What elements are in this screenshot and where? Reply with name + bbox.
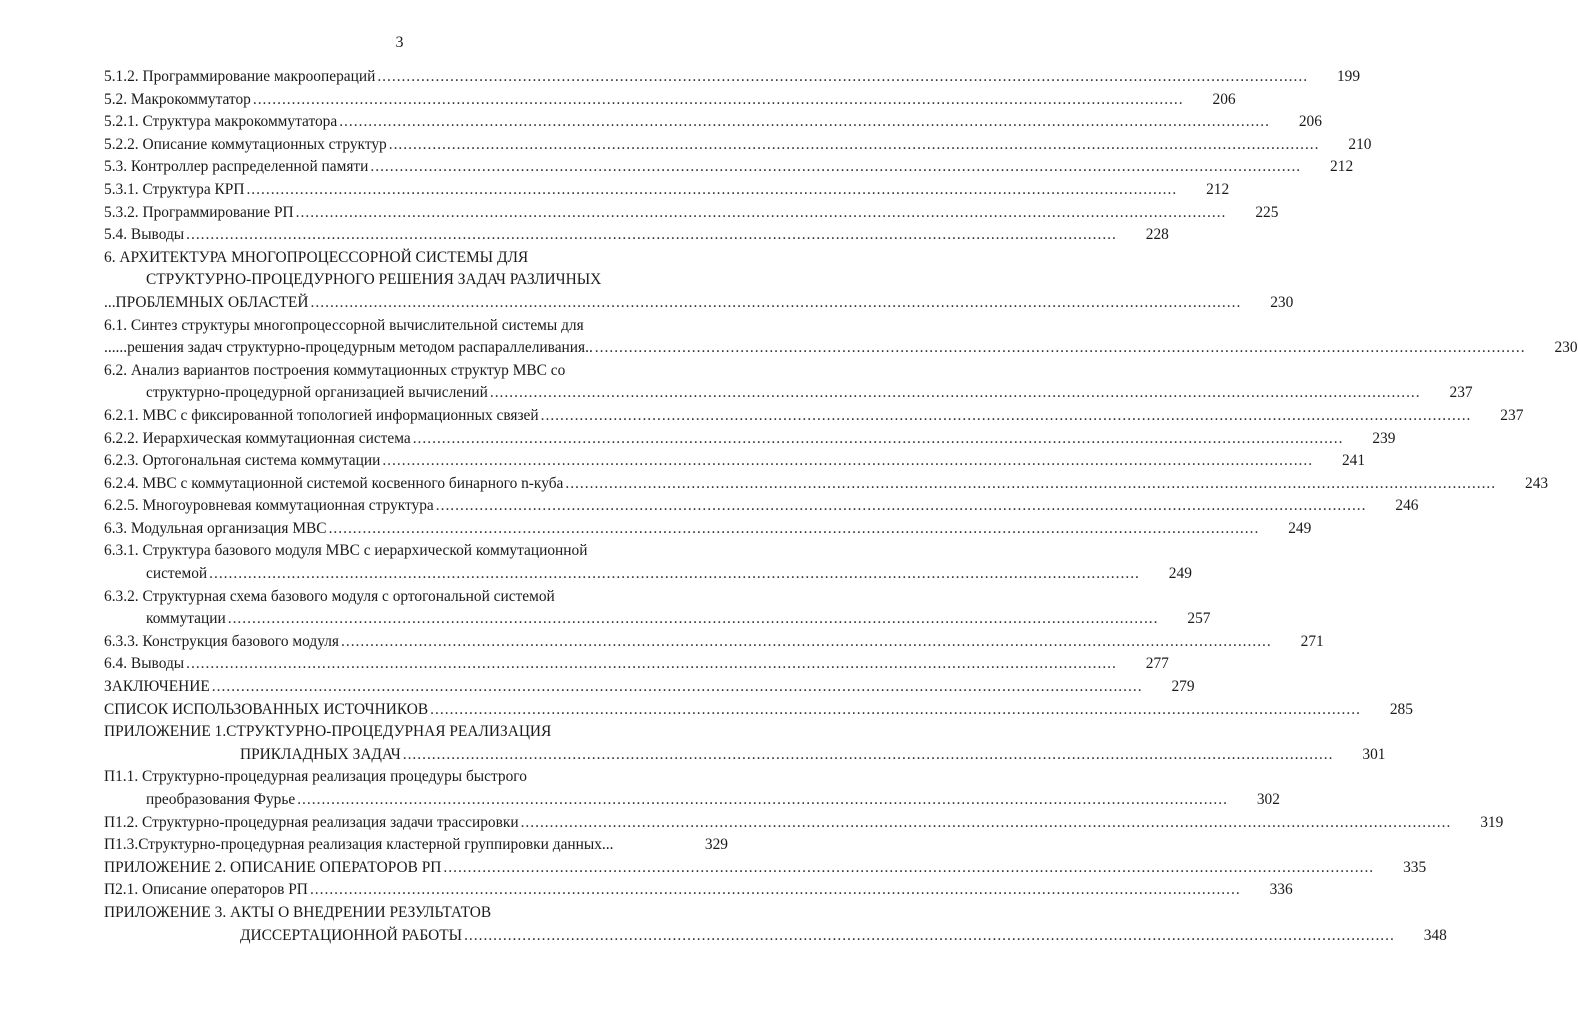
toc-entry-page: 212 xyxy=(1330,158,1354,176)
toc-entry-title: 5.3.2. Программирование РП xyxy=(104,203,294,221)
toc-entry-page: 302 xyxy=(1256,791,1280,808)
toc-entry-title: 6.2. Анализ вариантов построения коммутационных структур МВС со xyxy=(104,361,566,379)
toc-entry xyxy=(104,66,1361,89)
toc-entry xyxy=(104,676,1195,699)
toc-entry-page: 243 xyxy=(1525,474,1549,492)
toc-entry xyxy=(104,337,1578,360)
toc-entry-title: структурно-процедурной организацией вычислений xyxy=(146,384,488,402)
toc-entry-page: 206 xyxy=(1298,113,1322,131)
toc-entry-title: 6.2.4. МВС с коммутационной системой косвенного бинарного n-куба xyxy=(104,474,564,492)
toc-entry xyxy=(104,202,1279,225)
dot-leader xyxy=(228,608,1159,631)
toc-entry xyxy=(104,766,728,789)
toc-entry xyxy=(104,789,1280,812)
toc-entry-title: ПРИЛОЖЕНИЕ 2. ОПИСАНИЕ ОПЕРАТОРОВ РП xyxy=(104,858,442,876)
dot-leader xyxy=(296,202,1227,225)
toc-entry-title: 6.2.3. Ортогональная система коммутации xyxy=(104,452,381,470)
dot-leader xyxy=(212,676,1143,699)
toc-entry-title: 5.3. Контроллер распределенной памяти xyxy=(104,158,369,176)
toc-entry xyxy=(104,902,728,925)
toc-entry-page: 199 xyxy=(1336,68,1361,85)
toc-entry-page: 249 xyxy=(1168,565,1192,583)
dot-leader xyxy=(186,224,1117,247)
toc-entry-page: 249 xyxy=(1288,519,1312,537)
toc-entry-title: ......решения задач структурно-процедурным методом распараллеливания.. xyxy=(104,339,593,357)
toc-entry xyxy=(104,653,1169,676)
toc-entry-page: 241 xyxy=(1341,452,1366,470)
dot-leader xyxy=(595,337,1526,360)
toc-entry-title: 6.2.1. МВС с фиксированной топологией информационных связей xyxy=(104,406,539,424)
dot-leader xyxy=(541,405,1472,428)
toc-entry xyxy=(104,134,1372,157)
dot-leader xyxy=(521,812,1452,835)
dot-leader xyxy=(310,879,1241,902)
toc-entry-page: 210 xyxy=(1348,135,1372,153)
toc-entry-title: СТРУКТУРНО-ПРОЦЕДУРНОГО РЕШЕНИЯ ЗАДАЧ РАЗЛИЧНЫХ xyxy=(146,271,602,289)
toc-entry-page: 237 xyxy=(1449,384,1473,402)
toc-entry xyxy=(104,292,1294,315)
toc-entry-title: ПРИЛОЖЕНИЕ 3. АКТЫ О ВНЕДРЕНИИ РЕЗУЛЬТАТОВ xyxy=(104,903,492,921)
toc-entry xyxy=(104,473,1549,496)
toc-entry-title: ПРИЛОЖЕНИЕ 1.СТРУКТУРНО-ПРОЦЕДУРНАЯ РЕАЛИЗАЦИЯ xyxy=(104,723,552,741)
toc-entry xyxy=(104,631,1324,654)
toc-entry-title: П1.2. Структурно-процедурная реализация задачи трассировки xyxy=(104,813,519,831)
toc-entry-page: 279 xyxy=(1171,678,1195,696)
dot-leader xyxy=(377,66,1308,89)
dot-leader xyxy=(186,653,1117,676)
toc-entry xyxy=(104,269,728,292)
toc-entry-title: 5.2.1. Структура макрокоммутатора xyxy=(104,113,338,131)
dot-leader xyxy=(403,744,1334,767)
dot-leader xyxy=(246,179,1177,202)
toc-entry-page: 206 xyxy=(1212,90,1236,108)
dot-leader xyxy=(382,450,1313,473)
dot-leader xyxy=(311,292,1242,315)
toc-entry xyxy=(104,834,728,857)
toc-entry xyxy=(104,879,1293,902)
dot-leader xyxy=(436,495,1367,518)
dot-leader xyxy=(565,473,1496,496)
toc-entry xyxy=(104,812,1504,835)
toc-entry-page: 336 xyxy=(1269,881,1293,899)
toc-entry-title: 6.3. Модульная организация МВС xyxy=(104,519,327,537)
dot-leader xyxy=(464,925,1395,948)
toc-entry-page: 319 xyxy=(1480,813,1504,831)
dot-leader xyxy=(339,111,1270,134)
dot-leader xyxy=(430,699,1361,722)
toc-entry-page: 246 xyxy=(1395,497,1419,515)
toc-entry-page: 301 xyxy=(1362,745,1386,763)
toc-entry xyxy=(104,699,1413,722)
toc-entry xyxy=(104,89,1236,112)
toc-entry-title: 5.1.2. Программирование макроопераций xyxy=(104,68,376,85)
toc-entry-title: П2.1. Описание операторов РП xyxy=(104,881,308,899)
toc-entry xyxy=(104,495,1419,518)
toc-entry xyxy=(104,518,1312,541)
toc-entry-title: 5.2.2. Описание коммутационных структур xyxy=(104,135,387,153)
toc-entry xyxy=(104,428,1396,451)
toc-entry xyxy=(104,925,1447,948)
toc-entry-title: 5.4. Выводы xyxy=(104,226,185,244)
toc-entry-page: 329 xyxy=(704,836,728,854)
toc-entry-page: 277 xyxy=(1145,655,1169,673)
toc-entry-title: 6.2.2. Иерархическая коммутационная система xyxy=(104,429,411,447)
toc-entry-page: 348 xyxy=(1423,926,1447,944)
toc-entry-title: 6.3.2. Структурная схема базового модуля с ортогональной системой xyxy=(104,587,555,605)
dot-leader xyxy=(341,631,1272,654)
toc-entry xyxy=(104,224,1169,247)
toc-entry-page: 285 xyxy=(1389,700,1413,718)
dot-leader xyxy=(413,428,1344,451)
toc-entry-title: 6.3.3. Конструкция базового модуля xyxy=(104,632,339,650)
toc-entry-page: 228 xyxy=(1145,226,1169,244)
toc-entry-page: 239 xyxy=(1372,429,1396,447)
toc-entry xyxy=(104,586,728,609)
page-number: 3 xyxy=(395,34,404,51)
dot-leader xyxy=(443,857,1374,880)
toc-entry-page: 230 xyxy=(1554,339,1578,357)
toc-entry-title: 6.2.5. Многоуровневая коммутационная структура xyxy=(104,497,434,515)
dot-leader xyxy=(329,518,1260,541)
toc-entry-title: П1.3.Структурно-процедурная реализация кластерной группировки данных... xyxy=(104,836,614,854)
toc-entry-page: 335 xyxy=(1403,858,1427,876)
toc-entry-title: 5.2. Макрокоммутатор xyxy=(104,90,251,108)
toc-entry xyxy=(104,540,728,563)
toc-entry-title: 6. АРХИТЕКТУРА МНОГОПРОЦЕССОРНОЙ СИСТЕМЫ ДЛЯ xyxy=(104,248,529,266)
toc-entry-title: СПИСОК ИСПОЛЬЗОВАННЫХ ИСТОЧНИКОВ xyxy=(104,700,429,718)
toc-entry-page: 237 xyxy=(1500,406,1524,424)
toc-entry xyxy=(104,450,1366,473)
toc-entry-title: преобразования Фурье xyxy=(146,791,296,808)
dot-leader xyxy=(209,563,1140,586)
toc-entry xyxy=(104,315,728,338)
toc-entry-title: 6.4. Выводы xyxy=(104,655,185,673)
toc-entry-title: ЗАКЛЮЧЕНИЕ xyxy=(104,678,210,696)
toc-entry-title: коммутации xyxy=(146,610,226,628)
toc-entry-page: 212 xyxy=(1206,180,1230,198)
toc-entry xyxy=(104,179,1230,202)
dot-leader xyxy=(389,134,1320,157)
dot-leader xyxy=(297,789,1228,812)
toc-entry-page: 271 xyxy=(1300,632,1324,650)
toc-entry-page: 230 xyxy=(1270,293,1294,311)
toc-entry-title: 6.1. Синтез структуры многопроцессорной вычислительной системы для xyxy=(104,316,584,334)
toc-entry xyxy=(104,721,728,744)
toc-entry xyxy=(104,360,728,383)
toc-entry-page: 225 xyxy=(1255,203,1279,221)
table-of-contents xyxy=(104,66,1578,947)
toc-entry xyxy=(104,156,1354,179)
toc-entry-title: ДИССЕРТАЦИОННОЙ РАБОТЫ xyxy=(240,926,463,944)
toc-entry-title: 5.3.1. Структура КРП xyxy=(104,180,245,198)
toc-entry xyxy=(104,608,1211,631)
dot-leader xyxy=(370,156,1301,179)
toc-entry-title: ...ПРОБЛЕМНЫХ ОБЛАСТЕЙ xyxy=(104,293,309,311)
toc-entry xyxy=(104,405,1524,428)
toc-entry xyxy=(104,744,1386,767)
toc-entry-title: системой xyxy=(146,565,208,583)
toc-entry-page: 257 xyxy=(1187,610,1211,628)
dot-leader xyxy=(490,382,1421,405)
toc-entry xyxy=(104,247,728,270)
toc-entry xyxy=(104,857,1427,880)
toc-entry-title: 6.3.1. Структура базового модуля МВС с иерархической коммутационной xyxy=(104,542,588,560)
toc-entry xyxy=(104,563,1192,586)
toc-entry-title: П1.1. Структурно-процедурная реализация процедуры быстрого xyxy=(104,768,527,786)
toc-entry xyxy=(104,382,1473,405)
toc-entry-title: ПРИКЛАДНЫХ ЗАДАЧ xyxy=(240,745,401,763)
toc-entry xyxy=(104,111,1322,134)
dot-leader xyxy=(253,89,1184,112)
